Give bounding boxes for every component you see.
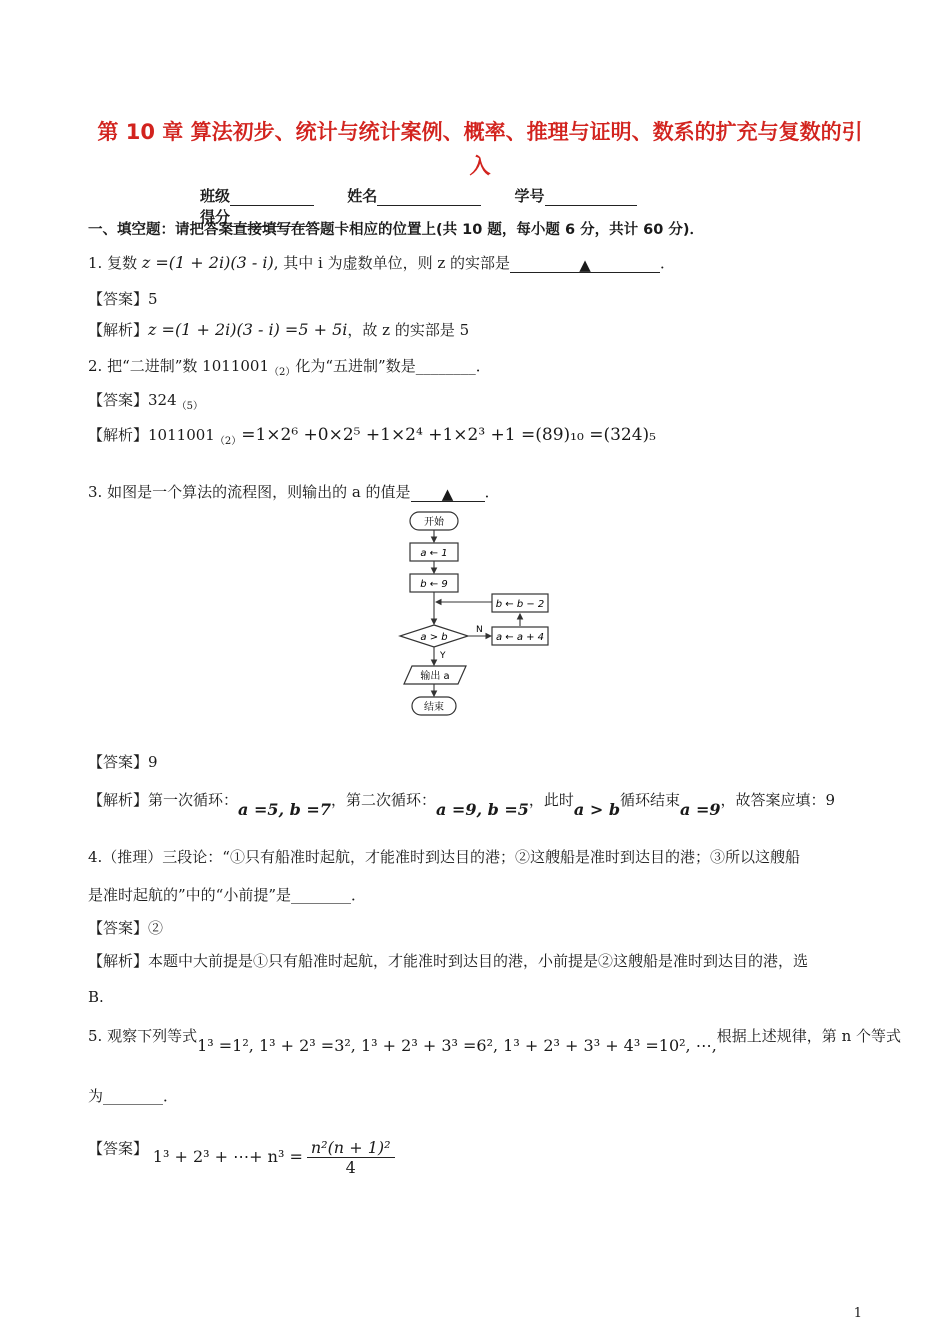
q3-analysis-loop-end: 循环结束 bbox=[620, 791, 681, 809]
q4-answer-value: ② bbox=[148, 919, 164, 937]
id-label: 学号 bbox=[514, 187, 545, 205]
q2-analysis-subscript: （2） bbox=[214, 436, 242, 447]
flow-a-step-label: a ← a + 4 bbox=[495, 632, 545, 643]
section-heading: 一、填空题：请把答案直接填写在答题卡相应的位置上(共 10 题，每小题 6 分，共计 60 分)． bbox=[88, 222, 704, 238]
question-5 bbox=[88, 1025, 901, 1055]
q1-analysis-label: 【解析】 bbox=[88, 321, 149, 339]
q2-text-a: 2. 把“二进制”数 1011001 bbox=[88, 357, 269, 375]
q2-analysis-binary: 1011001 bbox=[148, 426, 215, 444]
q3-analysis bbox=[88, 789, 836, 819]
q1-analysis bbox=[88, 319, 469, 340]
flow-end-label: 结束 bbox=[424, 702, 444, 713]
q5-fraction-numerator: n²(n + 1)² bbox=[307, 1138, 395, 1158]
q1-triangle-mark: ▲ bbox=[579, 256, 591, 274]
q3-analysis-first: 第一次循环： bbox=[148, 791, 239, 809]
q4-answer-label: 【答案】 bbox=[88, 919, 149, 937]
q3-text: 3. 如图是一个算法的流程图，则输出的 a 的值是 bbox=[88, 483, 411, 501]
question-4-line-2: 是准时起航的”中的“小前提”是________． bbox=[88, 886, 367, 904]
flow-b-init-label: b ← 9 bbox=[420, 579, 448, 590]
q1-end: ． bbox=[660, 254, 676, 272]
flow-yes-label: Y bbox=[440, 651, 446, 661]
q4-analysis-label: 【解析】 bbox=[88, 952, 149, 970]
q5-fraction-denominator: 4 bbox=[345, 1158, 356, 1177]
q1-answer-blank[interactable] bbox=[510, 256, 660, 273]
flow-b-step-label: b ← b − 2 bbox=[495, 599, 545, 610]
algorithm-flowchart bbox=[396, 508, 566, 720]
q5-answer-lhs: 1³ + 2³ + ⋯+ n³ = bbox=[152, 1146, 303, 1166]
q5-suffix: 根据上述规律，第 n 个等式 bbox=[716, 1027, 901, 1045]
question-2 bbox=[88, 355, 491, 378]
question-3 bbox=[88, 481, 500, 502]
q2-answer-value: 324 bbox=[148, 391, 177, 409]
q1-analysis-expression: z =(1 + 2i)(3 - i) =5 + 5i bbox=[148, 320, 348, 339]
q3-analysis-final: ，故答案应填：9 bbox=[720, 791, 836, 809]
q2-analysis-label: 【解析】 bbox=[88, 426, 149, 444]
q4-analysis-text: 本题中大前提是①只有船准时起航，才能准时到达目的港，小前提是②这艘船是准时到达目的港，选 bbox=[148, 952, 809, 970]
q3-analysis-label: 【解析】 bbox=[88, 791, 149, 809]
q2-analysis-expression: =1×2⁶ +0×2⁵ +1×2⁴ +1×2³ +1 =(89)₁₀ =(324)₅ bbox=[241, 425, 656, 445]
class-label: 班级 bbox=[200, 187, 231, 205]
q1-prefix: 1. 复数 bbox=[88, 254, 138, 272]
flow-condition-label: a > b bbox=[420, 632, 448, 643]
q5-prefix: 5. 观察下列等式 bbox=[88, 1027, 198, 1045]
q5-answer bbox=[88, 1130, 395, 1177]
q3-triangle-mark: ▲ bbox=[441, 485, 454, 503]
question-1 bbox=[88, 252, 675, 273]
name-label: 姓名 bbox=[347, 187, 378, 205]
q3-expr-first: a =5, b =7 bbox=[238, 800, 331, 819]
flow-a-init-label: a ← 1 bbox=[420, 548, 448, 559]
q2-answer-label: 【答案】 bbox=[88, 391, 149, 409]
question-5-line-2: 为________． bbox=[88, 1087, 179, 1105]
q4-analysis bbox=[88, 950, 808, 971]
q3-answer-value: 9 bbox=[148, 753, 158, 771]
q4-analysis-line-2: B. bbox=[88, 988, 104, 1006]
q1-answer bbox=[88, 288, 158, 309]
q1-answer-value: 5 bbox=[148, 290, 158, 308]
chapter-title: 第 10 章 算法初步、统计与统计案例、概率、推理与证明、数系的扩充与复数的引 bbox=[97, 120, 863, 144]
q5-answer-fraction bbox=[307, 1138, 395, 1177]
q1-answer-label: 【答案】 bbox=[88, 290, 149, 308]
q3-expr-condition: a > b bbox=[573, 800, 621, 819]
q3-answer-blank[interactable] bbox=[411, 485, 485, 502]
q3-expr-result: a =9 bbox=[680, 800, 721, 819]
id-blank[interactable] bbox=[545, 189, 637, 206]
q3-analysis-then: ，此时 bbox=[528, 791, 574, 809]
q3-answer-label: 【答案】 bbox=[88, 753, 149, 771]
q1-text: , 其中 i 为虚数单位，则 z 的实部是 bbox=[273, 254, 511, 272]
flow-output-label: 输出 a bbox=[420, 671, 450, 682]
q3-expr-second: a =9, b =5 bbox=[435, 800, 529, 819]
page-number: 1 bbox=[853, 1306, 862, 1321]
q3-answer bbox=[88, 751, 158, 772]
q2-answer-subscript: （5） bbox=[176, 401, 204, 412]
q5-equations: 1³ =1², 1³ + 2³ =3², 1³ + 2³ + 3³ =6², 1³ + 2³ + 3³ + 4³ =10², ⋯, bbox=[197, 1036, 717, 1055]
class-blank[interactable] bbox=[230, 189, 314, 206]
question-4-line-1: 4.（推理）三段论：“①只有船准时起航，才能准时到达目的港；②这艘船是准时到达目的港；③所以这艘船 bbox=[88, 848, 800, 866]
q2-analysis bbox=[88, 424, 656, 447]
score-label: 得分 bbox=[200, 208, 231, 226]
q1-expression: z =(1 + 2i)(3 - i) bbox=[141, 253, 274, 272]
q4-answer bbox=[88, 917, 163, 938]
name-blank[interactable] bbox=[377, 189, 481, 206]
q2-answer bbox=[88, 389, 203, 412]
flow-start-label: 开始 bbox=[424, 517, 444, 528]
q2-text-b: 化为“五进制”数是________． bbox=[295, 357, 491, 375]
q2-base-subscript: （2） bbox=[269, 367, 296, 378]
q1-analysis-text: ，故 z 的实部是 5 bbox=[347, 321, 470, 339]
q3-end: ． bbox=[484, 483, 500, 501]
chapter-title-continued: 入 bbox=[469, 154, 491, 178]
q5-answer-label: 【答案】 bbox=[88, 1139, 149, 1158]
q3-analysis-second: ，第二次循环： bbox=[330, 791, 436, 809]
flow-no-label: N bbox=[476, 625, 483, 635]
